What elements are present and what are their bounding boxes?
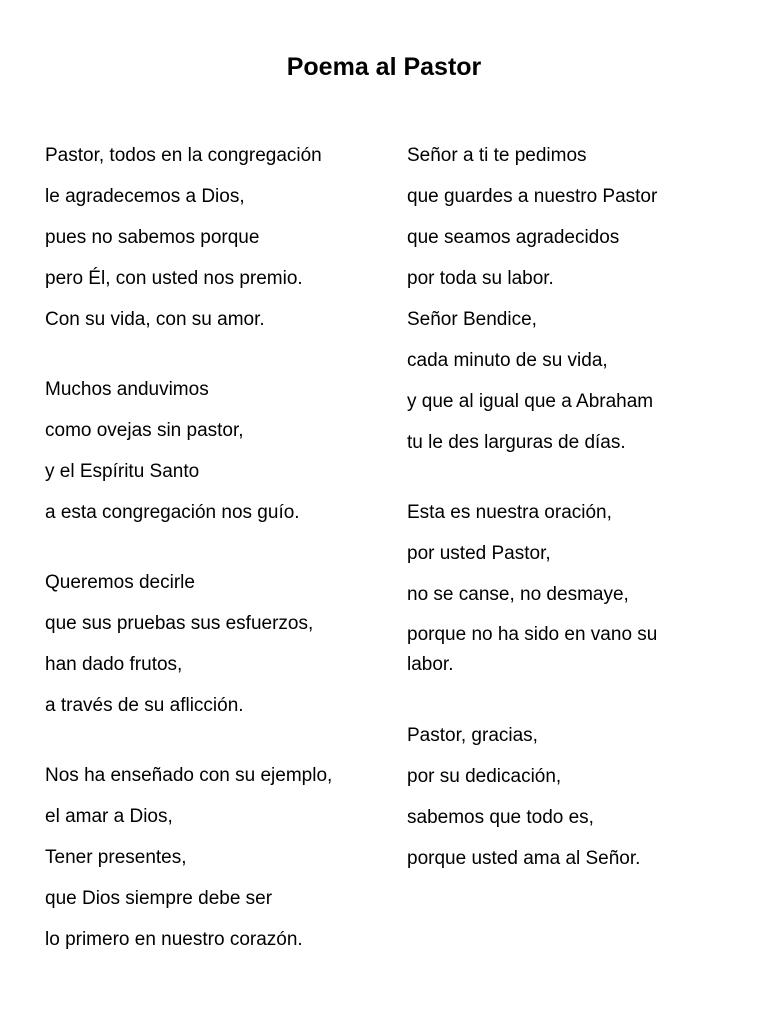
poem-line: han dado frutos, xyxy=(45,654,183,675)
poem-line: lo primero en nuestro corazón. xyxy=(45,929,303,950)
poem-line: a esta congregación nos guío. xyxy=(45,502,300,523)
stanza xyxy=(45,135,385,340)
poem-line: no se canse, no desmaye, xyxy=(407,584,629,605)
poem-line: Muchos anduvimos xyxy=(45,379,209,400)
stanza xyxy=(45,755,385,960)
poem-line: y que al igual que a Abraham xyxy=(407,391,654,412)
stanza-gap xyxy=(407,463,707,492)
left-column xyxy=(45,135,385,960)
stanza xyxy=(45,562,385,726)
poem-line: tu le des larguras de días. xyxy=(407,432,626,453)
poem-line: le agradecemos a Dios, xyxy=(45,186,245,207)
poem-line: el amar a Dios, xyxy=(45,806,173,827)
poem-line: que sus pruebas sus esfuerzos, xyxy=(45,613,314,634)
stanza-gap xyxy=(45,726,385,755)
poem-line: que guardes a nuestro Pastor xyxy=(407,186,658,207)
poem-line: Pastor, todos en la congregación xyxy=(45,145,322,166)
poem-line: por usted Pastor, xyxy=(407,543,551,564)
stanza-gap xyxy=(407,686,707,715)
poem-line: Señor a ti te pedimos xyxy=(407,145,587,166)
poem-line: Tener presentes, xyxy=(45,847,187,868)
poem-line: pues no sabemos porque xyxy=(45,227,260,248)
poem-line: Esta es nuestra oración, xyxy=(407,502,612,523)
poem-line: cada minuto de su vida, xyxy=(407,350,608,371)
poem-line: porque usted ama al Señor. xyxy=(407,848,641,869)
poem-line: a través de su aflicción. xyxy=(45,695,244,716)
right-column xyxy=(407,135,707,879)
poem-line: por toda su labor. xyxy=(407,268,554,289)
stanza xyxy=(45,369,385,533)
stanza-gap xyxy=(45,533,385,562)
stanza-gap xyxy=(45,340,385,369)
stanza xyxy=(407,135,707,463)
poem-title: Poema al Pastor xyxy=(286,53,482,81)
poem-line: por su dedicación, xyxy=(407,766,562,787)
stanza xyxy=(407,492,707,686)
poem-line: pero Él, con usted nos premio. xyxy=(45,268,303,289)
poem-line: y el Espíritu Santo xyxy=(45,461,200,482)
stanza xyxy=(407,715,707,879)
poem-line: Nos ha enseñado con su ejemplo, xyxy=(45,765,333,786)
poem-line: que Dios siempre debe ser xyxy=(45,888,273,909)
poem-line: como ovejas sin pastor, xyxy=(45,420,244,441)
poem-line: Señor Bendice, xyxy=(407,309,537,330)
poem-line: Pastor, gracias, xyxy=(407,725,538,746)
poem-line: Queremos decirle xyxy=(45,572,195,593)
poem-line: sabemos que todo es, xyxy=(407,807,594,828)
poem-line: porque no ha sido en vano su labor. xyxy=(407,624,658,675)
poem-line: que seamos agradecidos xyxy=(407,227,620,248)
poem-line: Con su vida, con su amor. xyxy=(45,309,265,330)
